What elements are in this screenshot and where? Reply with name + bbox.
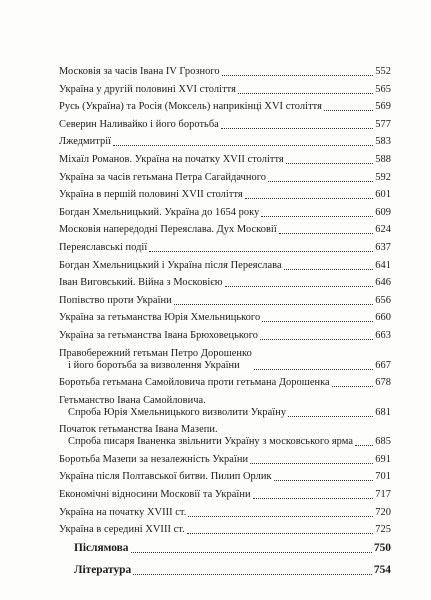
toc-entry-title: Іван Виговський. Війна з Московією: [59, 277, 223, 289]
leader-dots: [332, 386, 374, 387]
leader-dots: [187, 533, 374, 534]
toc-entry-page: 646: [375, 277, 391, 289]
toc-entry-page: 641: [375, 259, 391, 271]
toc-entry: [59, 524, 391, 536]
toc-entry-page: 667: [375, 359, 391, 371]
toc-entry-page: 565: [375, 83, 391, 95]
toc-entry-title: Московія напередодні Переяслава. Дух Московії: [59, 224, 277, 236]
toc-entry-title: Початок гетьманства Івана Мазепи.: [59, 424, 218, 436]
toc-entry: [59, 471, 391, 483]
leader-dots: [284, 269, 374, 270]
toc-entry-title: Боротьба Мазепи за незалежність України: [59, 453, 249, 465]
toc-entry: [59, 295, 391, 307]
toc-entry-page: 717: [375, 489, 391, 501]
toc-entry-title-continuation: Спроба писаря Іваненка звільнити Україну з московського ярма: [68, 436, 353, 448]
toc-entry: [59, 424, 391, 448]
toc-entry-page: 577: [375, 118, 391, 130]
leader-dots: [260, 339, 373, 340]
toc-entry-title-continuation: і його боротьба за визволення України: [68, 359, 240, 371]
toc-entry-page: 588: [375, 153, 391, 165]
leader-dots: [113, 145, 373, 146]
toc-major-title: Післямова: [74, 541, 129, 554]
toc-entry-title: Україна за гетьманства Івана Брюховецького: [59, 329, 258, 341]
toc-entry-title: Україна у другій половині XVI століття: [59, 83, 236, 95]
toc-entry-title: Переяславські події: [59, 241, 148, 253]
toc-entry-page: 592: [375, 171, 391, 183]
toc-entry-page: 656: [375, 294, 391, 306]
toc-entry: [59, 66, 391, 78]
leader-dots: [238, 93, 373, 94]
toc-entry: [59, 101, 391, 113]
toc-entry-title: Богдан Хмельницький і Україна після Переяслава: [59, 259, 282, 271]
toc-entry: [59, 312, 391, 324]
leader-dots: [286, 163, 373, 164]
toc-entry-title: Богдан Хмельницький. Україна до 1654 року: [59, 206, 260, 218]
toc-entry: [59, 242, 391, 254]
leader-dots: [222, 75, 374, 76]
leader-dots: [279, 233, 373, 234]
toc-entry-page: 624: [375, 224, 391, 236]
toc-entry-title: Боротьба гетьмана Самойловича проти гетьмана Дорошенка: [59, 377, 330, 389]
toc-entry: [59, 260, 391, 272]
toc-major-entry: [59, 542, 391, 555]
leader-dots: [274, 480, 374, 481]
toc-entry-title-continuation: Спроба Юрія Хмельницького визволити Україну: [68, 406, 287, 418]
leader-dots: [262, 321, 373, 322]
toc-entry-page: 691: [375, 453, 391, 465]
toc-entry: [59, 330, 391, 342]
toc-entry-title: Україна після Полтавської битви. Пилип Орлик: [59, 471, 272, 483]
toc-entry: [59, 348, 391, 372]
toc-entry-page: 601: [375, 189, 391, 201]
leader-dots: [250, 463, 373, 464]
toc-entry: [59, 154, 391, 166]
toc-entry-page: 552: [375, 66, 391, 77]
toc-entry-title: Міхаїл Романов. Україна на початку XVII століття: [59, 153, 284, 165]
toc-entry-page: 725: [375, 524, 391, 536]
toc-entry: [59, 119, 391, 131]
toc-entry-page: 685: [375, 436, 391, 448]
toc-entry-title: Северин Наливайко і його боротьба: [59, 118, 219, 130]
toc-entry-page: 681: [375, 406, 391, 418]
leader-dots: [131, 552, 372, 553]
toc-entry-title: Попівство проти України: [59, 294, 172, 306]
toc-entry-title: Гетьманство Івана Самойловича.: [59, 394, 206, 406]
toc-entry-page: 660: [375, 312, 391, 324]
toc-entry-page: 663: [375, 329, 391, 341]
table-of-contents: [59, 66, 391, 586]
toc-entry-page: 678: [375, 377, 391, 389]
leader-dots: [254, 369, 373, 370]
leader-dots: [324, 110, 373, 111]
toc-entry-title: Московія за часів Івана IV Грозного: [59, 66, 220, 77]
toc-entry-title: Україна в середині XVIII ст.: [59, 524, 185, 536]
toc-entry: [59, 189, 391, 201]
toc-entry: [59, 489, 391, 501]
leader-dots: [133, 574, 372, 575]
leader-dots: [225, 286, 374, 287]
toc-entry-title: Україна за часів гетьмана Петра Сагайдачного: [59, 171, 267, 183]
leader-dots: [149, 251, 373, 252]
leader-dots: [174, 304, 374, 305]
leader-dots: [188, 516, 373, 517]
leader-dots: [261, 216, 373, 217]
toc-entry-page: 637: [375, 241, 391, 253]
leader-dots: [355, 445, 373, 446]
toc-entry: [59, 84, 391, 96]
toc-entry-page: 720: [375, 506, 391, 518]
toc-entry-title: Україна в першій половині XVII століття: [59, 189, 243, 201]
toc-major-title: Література: [74, 563, 132, 576]
leader-dots: [221, 128, 373, 129]
toc-entry-title: Правобережний гетьман Петро Дорошенко: [59, 347, 252, 359]
toc-entry-page: 583: [375, 136, 391, 148]
toc-entry: [59, 454, 391, 466]
toc-entry: [59, 136, 391, 148]
toc-major-entry: [59, 564, 391, 577]
leader-dots: [253, 498, 374, 499]
toc-entry-title: Русь (Україна) та Росія (Моксель) наприкінці XVI століття: [59, 101, 322, 113]
leader-dots: [245, 198, 374, 199]
toc-major-page: 754: [373, 563, 391, 576]
toc-entry-page: 569: [375, 101, 391, 113]
toc-entry: [59, 277, 391, 289]
toc-entry-page: 701: [375, 471, 391, 483]
toc-entry: [59, 507, 391, 519]
leader-dots: [288, 416, 373, 417]
toc-entry: [59, 172, 391, 184]
toc-entry: [59, 207, 391, 219]
toc-entry: [59, 224, 391, 236]
toc-major-page: 750: [373, 541, 391, 554]
leader-dots: [268, 181, 373, 182]
toc-entry-title: Лжедмитрії: [59, 136, 112, 148]
toc-entry-title: Економічні відносини Московії та України: [59, 489, 251, 501]
toc-entry: [59, 395, 391, 419]
toc-entry: [59, 377, 391, 389]
toc-entry-title: Україна за гетьманства Юрія Хмельницького: [59, 312, 261, 324]
toc-entry-title: Україна на початку XVIII ст.: [59, 506, 187, 518]
toc-entry-page: 609: [375, 206, 391, 218]
